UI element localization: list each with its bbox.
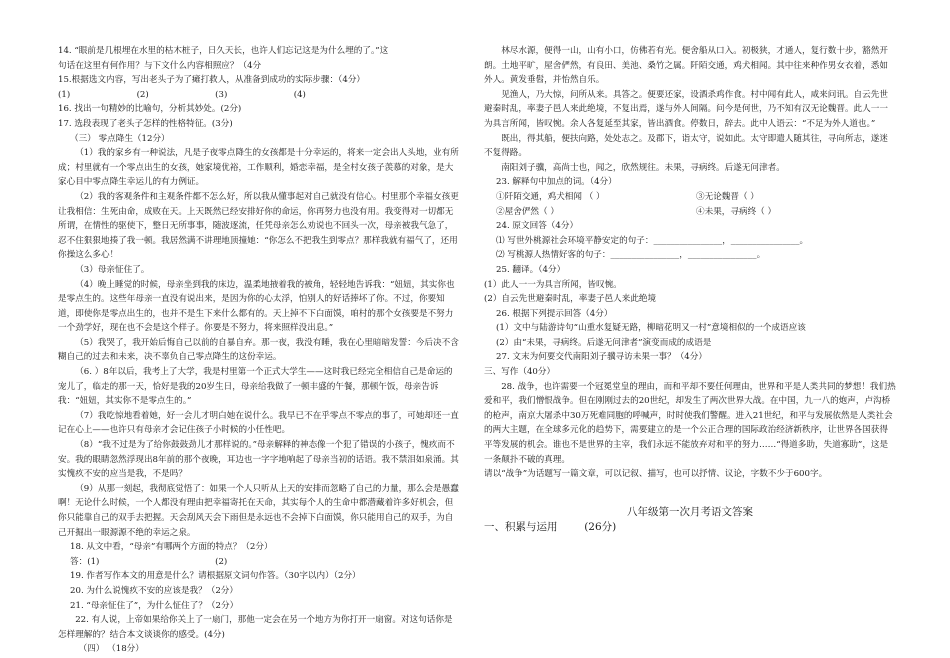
question-23-items [484, 190, 896, 205]
question-15-options [58, 88, 372, 103]
paragraph-5: （5）我哭了，我开始后悔自己以前的自暴自弃。那一夜，我没有睡，我在心里暗暗发誓：今后决不含糊自己的过去和未来，决不辜负自己零点降生的这份幸运。 [58, 337, 459, 363]
question-18-answer [58, 555, 360, 570]
answer-key-section: 一、积累与运用 (26分) [484, 520, 617, 533]
section-4-heading: （四） （18分） [78, 644, 144, 655]
paragraph-1: （1）我的家乡有一种说法，凡是子夜零点降生的女孩都是十分幸运的，将来一定会出人头地，业有所成；村里就有一个零点出生的女孩，她家境优裕，工作顺利，婚恋幸福，是全村女孩子羡慕的对象，是大家心目中零点降生幸运儿的有力例证。 [58, 148, 459, 188]
answer-slot: 答：(1) [70, 556, 100, 567]
writing-prompt: 28. 战争，也许需要一个冠冕堂皇的理由，而和平却不要任何理由，世界和平是人类共同的梦想！我们热爱和平，我们憎恨战争。但在刚刚过去的20世纪，却发生了两次世界大战。在中国，九一八的炮声，卢沟桥的枪声，南京大屠杀中30万死难同胞的呼喊声，时时使我们警醒。进入21世纪，和平与发展依然是人类社会的两大主题，在全球多元化的趋势下，需要建立的是一个公正合理的国际政治经济新秩序，让世界各国获得平等发展的机会。谁也不是世界的主宰，我们永远不能放弃对和平的努力……“得道多助，失道寡助”，这是一条颠扑不破的真理。 [484, 381, 896, 465]
question-25: 25. 翻译。（4分） [496, 264, 566, 275]
question-27: 27. 文末为何要交代南阳刘子骥寻访未果一事？（4分） [496, 352, 707, 363]
question-19: 19. 作者写作本文的用意是什么？请根据原文词句作答。（30字以内）（2分） [70, 571, 361, 582]
item: ①阡陌交通，鸡犬相闻 （ ） [496, 191, 605, 202]
option: (1) [58, 89, 71, 100]
item: ③无论魏晋（ ） [696, 191, 759, 202]
classical-text-3: 既出，得其船，便扶向路，处处志之。及郡下，诣太守，说如此。太守即遣人随其往，寻向所志，遂迷不复得路。 [484, 133, 888, 159]
paragraph-4: （4）晚上睡觉的时候，母亲坐到我的床边，温柔地掖着我的被角，轻轻地告诉我：“妞妞，其实你也是零点生的。这些年母亲一直没有说出来，是因为你的心太浮，怕别人的好话捧坏了你。不过，你要知道，即使你是零点出生的，也并不是生下来什么都有的。天上掉不下白面馍，咱村的那个女孩要是不努力一个劲学好，现在也不会是这个样子。你要是不努力，将来照样没出息。” [58, 279, 455, 334]
paragraph-7: （7）我吃惊地看着她，好一会儿才明白她在说什么。我早已不在乎零点不零点的事了，可她却还一直记在心上——也许只有母亲才会记住孩子小时候的小任性吧。 [58, 410, 459, 436]
option: (2) [136, 89, 149, 100]
question-21: 21. “母亲怔住了”，为什么怔住了？（2分） [70, 600, 239, 611]
question-25-1: (1）此人一一为具言所闻，皆叹惋。 [484, 279, 622, 290]
question-25-2: (2）自云先世避秦时乱，率妻子邑人来此绝境 [484, 294, 657, 305]
writing-section-heading: 三、写作（40分） [484, 367, 556, 378]
question-16: 16. 找出一句精妙的比喻句，分析其妙处。(2分) [58, 104, 242, 115]
question-17: 17. 选段表现了老头子怎样的性格特征。(3分) [58, 118, 233, 129]
item: ②屋舍俨然（ ） [496, 206, 559, 217]
writing-instruction: 请以“战争”为话题写一篇文章，可以记叙、描写，也可以抒情、议论，字数不少于600字。 [484, 469, 828, 480]
classical-text-2: 见渔人，乃大惊，问所从来。具答之。便要还家，设酒杀鸡作食。村中闻有此人，咸来问讯。自云先世避秦时乱，率妻子邑人来此绝境，不复出焉，遂与外人间隔。问今是何世，乃不知有汉无论魏晋。此人一一为具言所闻，皆叹惋。余人各复延至其家，皆出酒食。停数日，辞去。此中人语云：“不足为外人道也。” [484, 89, 888, 129]
classical-text-4: 南阳刘子骥，高尚士也，闻之，欣然规往。未果，寻病终。后遂无问津者。 [501, 162, 785, 173]
question-18: 18. 从文中看，“母亲”有哪两个方面的特点？（2分） [70, 542, 273, 553]
classical-text-1: 林尽水源，便得一山，山有小口，仿佛若有光。便舍船从口入。初极狭，才通人，复行数十步，豁然开朗。土地平旷，屋舍俨然，有良田、美池、桑竹之属。阡陌交通，鸡犬相闻。其中往来种作男女衣着，悉如外人。黄发垂髫，并怡然自乐。 [484, 46, 888, 86]
question-26-2: (2）由“未果，寻病终。后遂无问津者”演变而成的成语是 [496, 337, 712, 348]
paragraph-8: （8）“我不过是为了给你鼓鼓劲儿才那样说的。”母亲解释的神态像一个犯了错误的小孩子，愧疚而不安。我的眼睛忽然浮现出8年前的那个夜晚，耳边也一字字地响起了母亲当初的话语。我不禁泪如泉涌。其实愧疚不安的应当是我，不是吗？ [58, 440, 459, 480]
option: (3) [215, 89, 228, 100]
question-24-1: ⑴ 写世外桃源社会环境平静安定的句子：________________，________________。 [496, 235, 809, 246]
question-20: 20. 为什么说愧疚不安的应该是我？（2分） [70, 585, 238, 596]
item: ④未果，寻病终（ ） [696, 206, 777, 217]
option: (4) [293, 89, 306, 100]
paragraph-2: （2）我的客观条件和主观条件都不怎么好，所以我从懂事起对自己就没有信心。村里那个幸福女孩更让我相信：生死由命，成败在天。上天既然已经安排好你的命运，你再努力也没有用。我变得对一切都无所谓，在情性的驱使下，整日无所事事，随波逐流，任凭母亲怎么劝说也不回头一次，母亲被我气急了，忍不住狠狠地揍了我一顿。我居然满不讲理地顶撞她：“你怎么不把我生到零点？那样我就有福气了，还用你操这么多心！ [58, 191, 459, 261]
question-26: 26. 根据下列提示回答（4分） [496, 308, 613, 319]
question-23-items [484, 205, 896, 220]
paragraph-9: （9）从那一刻起，我彻底觉悟了：如果一个人只听从上天的安排而忽略了自己的力量，那么会是愚蠢啊！无论什么时候，一个人都没有理由把幸福寄托在天命，其实每个人的生命中都潜藏着许多好机会，但你只能靠自己的双手去把握。天会刮风天会下雨但是永远也不会掉下白面馍，你只能用自己的双手，为自己开掘出一眼源源不绝的幸运之泉。 [58, 483, 459, 538]
question-14-cont: 句话在这里有何作用？与下文什么内容相照应？（4分 [58, 60, 262, 71]
question-15: 15.根据选文内容，写出老头子为了瘫打救人，从准备到成功的实际步骤：（4分） [58, 75, 366, 86]
question-23: 23. 解释句中加点的词。（4分） [496, 177, 617, 188]
left-column [58, 44, 461, 657]
answer-slot: (2) [215, 556, 228, 567]
question-26-1: (1）文中与陆游诗句“山重水复疑无路，柳暗花明又一村”意境相似的一个成语应该 [496, 323, 806, 334]
right-column [484, 44, 896, 534]
paragraph-3: （3）母亲怔住了。 [75, 264, 150, 275]
question-24-2: ⑵ 写桃源人热情好客的句子：________________，________________。 [496, 250, 766, 261]
question-14: 14. “眼前是几根埋在水里的枯木桩子，日久天长，也许人们忘记这是为什么埋的了。”这 [58, 46, 389, 56]
section-3-heading: （三） 零点降生（12分） [70, 133, 170, 144]
paragraph-6: （6. ）8年以后，我考上了大学，我是村里第一个正式大学生——这时我已经完全相信自己是命运的宠儿了，临走的那一天，恰好是我的20岁生日，母亲给我做了一顿丰盛的午餐，那顿午饭，母亲告诉我：“妞妞，其实你不是零点生的。” [58, 367, 453, 407]
answer-key-title: 八年级第一次月考语文答案 [627, 505, 753, 518]
question-22: 22. 有人说，上帝如果给你关上了一扇门，那他一定会在另一个地方为你打开一扇窗。对这句话你是怎样理解的？结合本文谈谈你的感受。(4分) [58, 615, 453, 640]
question-24: 24. 原文回答（4分） [496, 221, 579, 232]
